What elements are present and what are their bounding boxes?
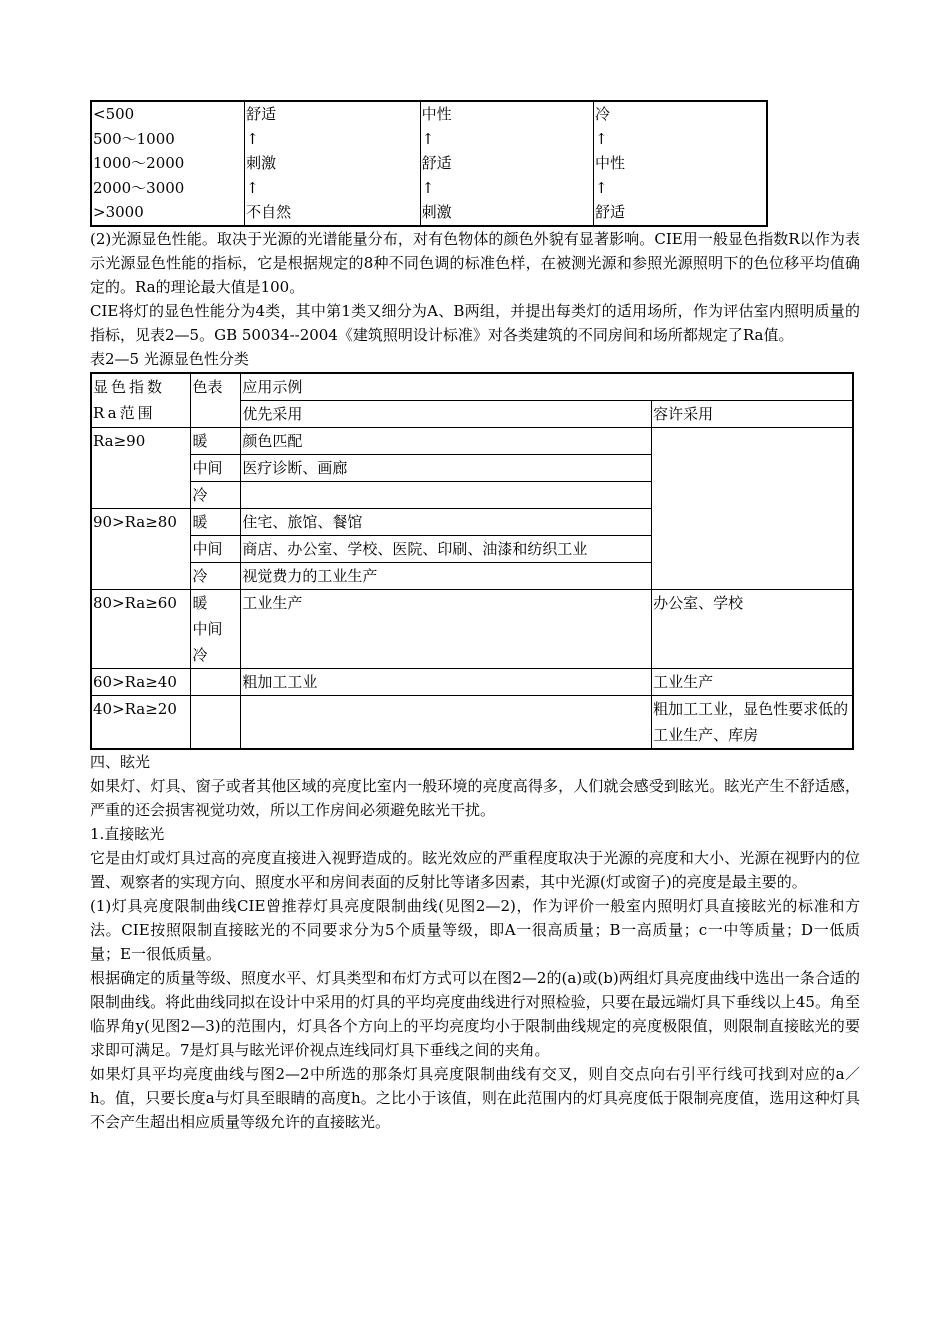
table-cell: ↑ <box>594 127 767 152</box>
preferred-cell <box>241 481 652 508</box>
paragraph-direct-glare: 它是由灯或灯具过高的亮度直接进入视野造成的。眩光效应的严重程度取决于光源的亮度和大小、光源在视野内的位置、观察者的实现方向、照度水平和房间表面的反射比等诸多因素，其中光源(灯或窗子)的亮度是最主要的。 <box>90 848 860 891</box>
ra-range-cell: 60>Ra≥40 <box>91 668 191 695</box>
color-cell: 暖 <box>191 427 241 454</box>
color-cell: 中间 <box>191 535 241 562</box>
color-cell: 暖 <box>191 508 241 535</box>
preferred-cell: 粗加工工业 <box>241 668 652 695</box>
color-cell: 冷 <box>191 481 241 508</box>
table-row <box>91 200 767 226</box>
preferred-cell: 工业生产 <box>241 589 652 668</box>
header-preferred: 优先采用 <box>241 400 652 427</box>
table-cell: <500 <box>93 105 135 123</box>
table-caption: 表2—5 光源显色性分类 <box>90 349 249 368</box>
table-row <box>91 427 853 454</box>
table-cell: 500～1000 <box>93 129 175 148</box>
allowed-cell: 粗加工工业，显色性要求低的工业生产、库房 <box>652 695 853 749</box>
preferred-cell: 商店、办公室、学校、医院、印刷、油漆和纺织工业 <box>241 535 652 562</box>
paragraph-color-rendering: (2)光源显色性能。取决于光源的光谱能量分布，对有色物体的颜色外貌有显著影响。CIE用一般显色指数R以作为表示光源显色性能的指标，它是根据规定的8种不同色调的标准色样，在被测光源和参照光源照明下的色位移平均值确定的。Ra的理论最大值是100。 <box>90 229 860 296</box>
color-cell <box>191 589 241 668</box>
table-cell: 舒适 <box>594 200 767 226</box>
allowed-cell: 办公室、学校 <box>652 589 853 668</box>
table-cell: 中性 <box>420 101 593 127</box>
table-cell: ↑ <box>594 176 767 201</box>
color-cell <box>191 695 241 749</box>
subsection-heading-direct-glare: 1.直接眩光 <box>90 824 165 843</box>
table-row <box>91 127 767 152</box>
paragraph-curve-intersection: 如果灯具平均亮度曲线与图2—2中所选的那条灯具亮度限制曲线有交叉，则自交点向右引平行线可找到对应的a／h。值，只要长度a与灯具至眼睛的高度h。之比小于该值，则在此范围内的灯具亮度低于限制亮度值，选用这种灯具不会产生超出相应质量等级允许的直接眩光。 <box>90 1064 860 1131</box>
table-row <box>91 589 853 668</box>
header-allowed: 容许采用 <box>652 400 853 427</box>
color-middle: 中间 <box>192 619 223 638</box>
color-cell: 冷 <box>191 562 241 589</box>
table-row <box>91 176 767 201</box>
table-cell: 刺激 <box>420 200 593 226</box>
table-row <box>91 695 853 749</box>
table-cell: >3000 <box>93 203 144 222</box>
table-row <box>91 151 767 176</box>
table-header-row <box>91 373 853 401</box>
paragraph-glare-intro: 如果灯、灯具、窗子或者其他区域的亮度比室内一般环境的亮度高得多，人们就会感受到眩光。眩光产生不舒适感，严重的还会损害视觉功效，所以工作房间必须避免眩光干扰。 <box>90 776 860 819</box>
table-cell: 舒适 <box>420 151 593 176</box>
color-cool: 冷 <box>192 645 208 664</box>
ra-range-cell: 40>Ra≥20 <box>91 695 191 749</box>
color-temperature-table <box>90 100 768 227</box>
table-cell: ↑ <box>420 127 593 152</box>
table-cell: 中性 <box>594 151 767 176</box>
table-cell: 冷 <box>594 101 767 127</box>
header-ra-range: 显色指数Ra范围 <box>91 373 191 428</box>
color-cell <box>191 668 241 695</box>
table-cell: 1000～2000 <box>93 154 185 173</box>
paragraph-luminance-curve: (1)灯具亮度限制曲线CIE曾推荐灯具亮度限制曲线(见图2—2)，作为评价一般室内照明灯具直接眩光的标准和方法。CIE按照限制直接眩光的不同要求分为5个质量等级，即A一很高质量；B一高质量；c一中等质量；D一低质量；E一很低质量。 <box>90 896 860 963</box>
document-page <box>90 100 860 1134</box>
paragraph-curve-selection: 根据确定的质量等级、照度水平、灯具类型和布灯方式可以在图2—2的(a)或(b)两组灯具亮度曲线中选出一条合适的限制曲线。将此曲线同拟在设计中采用的灯具的平均亮度曲线进行对照检验，只要在最远端灯具下垂线以上45。角至临界角y(见图2—3)的范围内，灯具各个方向上的平均亮度均小于限制曲线规定的亮度极限值，则限制直接眩光的要求即可满足。7是灯具与眩光评价视点连线同灯具下垂线之间的夹角。 <box>90 968 860 1059</box>
header-color: 色表 <box>191 373 241 428</box>
table-cell: ↑ <box>420 176 593 201</box>
color-cell: 中间 <box>191 454 241 481</box>
table-row <box>91 101 767 127</box>
allowed-cell <box>652 427 853 589</box>
table-cell: 不自然 <box>245 200 420 226</box>
preferred-cell: 住宅、旅馆、餐馆 <box>241 508 652 535</box>
preferred-cell: 医疗诊断、画廊 <box>241 454 652 481</box>
table-cell: ↑ <box>245 127 420 152</box>
ra-range-cell: 90>Ra≥80 <box>91 508 191 589</box>
section-heading-glare: 四、眩光 <box>90 752 151 771</box>
table-row <box>91 668 853 695</box>
ra-range-cell: 80>Ra≥60 <box>91 589 191 668</box>
preferred-cell <box>241 695 652 749</box>
color-rendering-table <box>90 372 854 750</box>
preferred-cell: 颜色匹配 <box>241 427 652 454</box>
allowed-cell: 工业生产 <box>652 668 853 695</box>
color-warm: 暖 <box>192 593 208 612</box>
table-cell: ↑ <box>245 176 420 201</box>
ra-range-cell: Ra≥90 <box>91 427 191 508</box>
paragraph-cie-classes: CIE将灯的显色性能分为4类，其中第1类又细分为A、B两组，并提出每类灯的适用场所，作为评估室内照明质量的指标，见表2—5。GB 50034--2004《建筑照明设计标准》对各类建筑的不同房间和场所都规定了Ra值。 <box>90 301 860 344</box>
header-examples: 应用示例 <box>241 373 853 401</box>
preferred-cell: 视觉费力的工业生产 <box>241 562 652 589</box>
table-cell: 2000～3000 <box>93 178 185 197</box>
table-cell: 刺激 <box>245 151 420 176</box>
table-cell: 舒适 <box>245 101 420 127</box>
